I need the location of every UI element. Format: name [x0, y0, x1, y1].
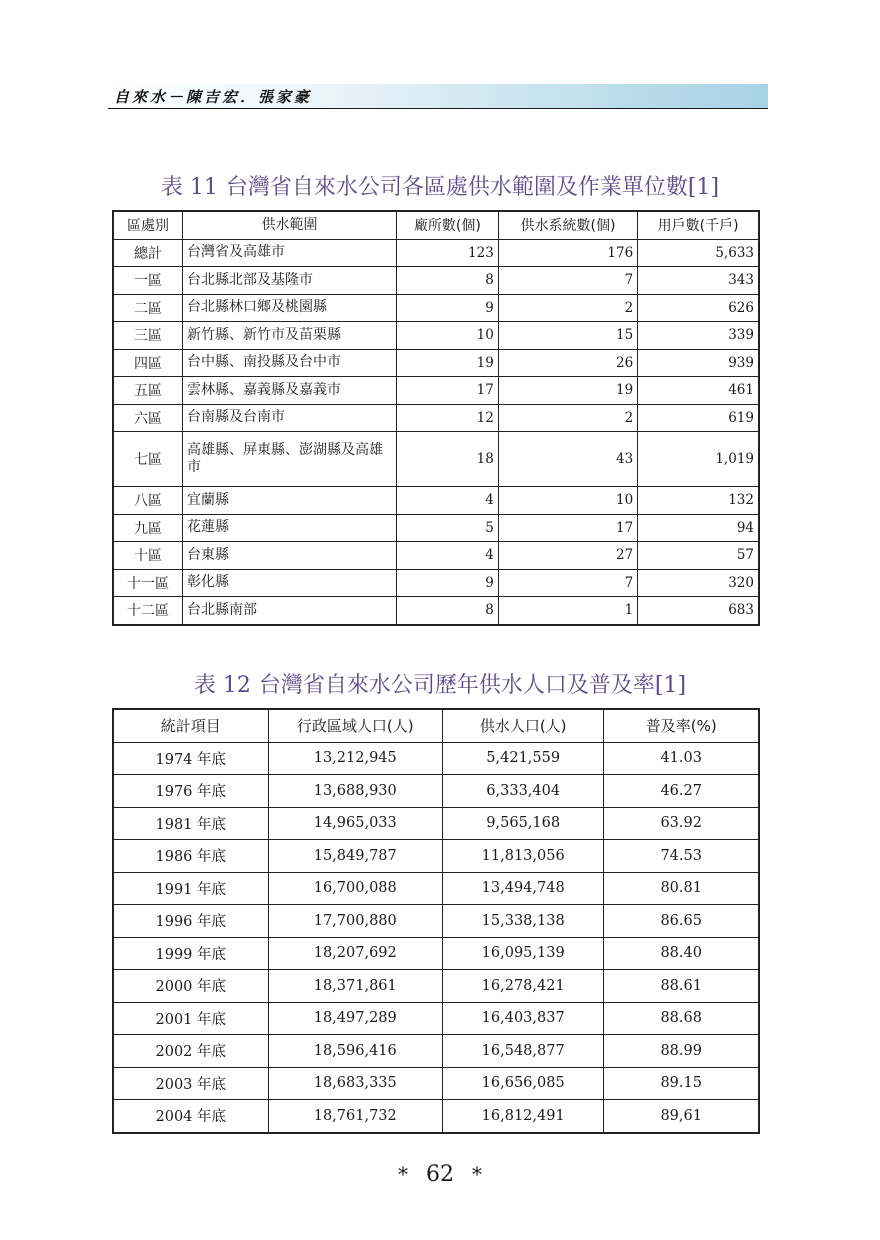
- table11-col-area: 供水範圍: [183, 211, 397, 239]
- table11-row: [113, 267, 759, 295]
- table12-col-admin-pop: 行政區域人口(人): [268, 709, 442, 742]
- table11-area-cell: 台北縣林口鄉及桃園縣: [183, 294, 397, 322]
- table12-coverage-cell: 41.03: [604, 742, 759, 775]
- table12-admin-pop-cell: 15,849,787: [268, 840, 442, 873]
- table12-col-item: 統計項目: [113, 709, 268, 742]
- table11-area-cell: 宜蘭縣: [183, 487, 397, 515]
- table12-admin-pop-cell: 16,700,088: [268, 872, 442, 905]
- table12-admin-pop-cell: 18,596,416: [268, 1035, 442, 1068]
- table12-coverage-cell: 88.61: [604, 970, 759, 1003]
- table11-region-cell: 六區: [113, 404, 183, 432]
- table11-caption: [0, 170, 880, 201]
- table12-row: [113, 905, 759, 938]
- left-ornament: *: [398, 1162, 408, 1186]
- table11-customers-cell: 683: [638, 597, 759, 625]
- table12-admin-pop-cell: 18,371,861: [268, 970, 442, 1003]
- table11-row: [113, 542, 759, 570]
- table12-row: [113, 742, 759, 775]
- table11-area-cell: 新竹縣、新竹市及苗栗縣: [183, 322, 397, 350]
- table12-served-pop-cell: 5,421,559: [442, 742, 604, 775]
- table11-plants-cell: 10: [397, 322, 499, 350]
- table12-row: [113, 1035, 759, 1068]
- table12-item-cell: 2001 年底: [113, 1002, 268, 1035]
- table12-served-pop-cell: 16,403,837: [442, 1002, 604, 1035]
- table11-systems-cell: 17: [498, 514, 637, 542]
- table11-col-region: 區處別: [113, 211, 183, 239]
- table11-row: [113, 514, 759, 542]
- table12-row: [113, 937, 759, 970]
- table11-service-areas: [112, 210, 760, 626]
- table11-plants-cell: 19: [397, 349, 499, 377]
- table12-item-cell: 1981 年底: [113, 807, 268, 840]
- table11-area-cell: 高雄縣、屏東縣、澎湖縣及高雄市: [183, 432, 397, 487]
- table12-coverage-cell: 88.99: [604, 1035, 759, 1068]
- table11-customers-cell: 939: [638, 349, 759, 377]
- table12-item-cell: 2004 年底: [113, 1100, 268, 1133]
- table11-systems-cell: 7: [498, 267, 637, 295]
- table12-item-cell: 1976 年底: [113, 775, 268, 808]
- table12-caption: [0, 668, 880, 699]
- table11-systems-cell: 176: [498, 239, 637, 267]
- table12-coverage-cell: 63.92: [604, 807, 759, 840]
- table11-area-cell: 台東縣: [183, 542, 397, 570]
- table12-row: [113, 807, 759, 840]
- running-title: 自來水－陳吉宏．張家豪: [114, 88, 313, 106]
- table12-served-pop-cell: 15,338,138: [442, 905, 604, 938]
- table12-admin-pop-cell: 13,212,945: [268, 742, 442, 775]
- table11-customers-cell: 343: [638, 267, 759, 295]
- table11-plants-cell: 17: [397, 377, 499, 405]
- table12-coverage-cell: 89,61: [604, 1100, 759, 1133]
- table12-admin-pop-cell: 13,688,930: [268, 775, 442, 808]
- table11-region-cell: 十一區: [113, 569, 183, 597]
- table11-plants-cell: 12: [397, 404, 499, 432]
- table11-customers-cell: 339: [638, 322, 759, 350]
- table11-row: [113, 432, 759, 487]
- page-number: 62: [426, 1162, 454, 1187]
- table12-coverage-cell: 89.15: [604, 1067, 759, 1100]
- table11-region-cell: 三區: [113, 322, 183, 350]
- table11-customers-cell: 320: [638, 569, 759, 597]
- table11-plants-cell: 5: [397, 514, 499, 542]
- table11-systems-cell: 10: [498, 487, 637, 515]
- table12-served-pop-cell: 16,548,877: [442, 1035, 604, 1068]
- table12-row: [113, 1100, 759, 1133]
- table12-body: [113, 742, 759, 1133]
- table11-systems-cell: 26: [498, 349, 637, 377]
- table12-admin-pop-cell: 18,497,289: [268, 1002, 442, 1035]
- table12-admin-pop-cell: 17,700,880: [268, 905, 442, 938]
- table12-admin-pop-cell: 18,207,692: [268, 937, 442, 970]
- table11-row: [113, 322, 759, 350]
- table11-row: [113, 487, 759, 515]
- table12-admin-pop-cell: 18,761,732: [268, 1100, 442, 1133]
- table12-title: 台灣省自來水公司歷年供水人口及普及率[1]: [258, 673, 687, 698]
- table11-region-cell: 總計: [113, 239, 183, 267]
- table11-title: 台灣省自來水公司各區處供水範圍及作業單位數[1]: [225, 175, 720, 200]
- table11-header-row: [113, 211, 759, 239]
- table12-coverage-cell: 46.27: [604, 775, 759, 808]
- table12-row: [113, 1067, 759, 1100]
- table11-body: [113, 239, 759, 625]
- table11-region-cell: 四區: [113, 349, 183, 377]
- table11-plants-cell: 8: [397, 597, 499, 625]
- table11-region-cell: 五區: [113, 377, 183, 405]
- table12-item-cell: 1986 年底: [113, 840, 268, 873]
- table11-systems-cell: 15: [498, 322, 637, 350]
- table11-row: [113, 569, 759, 597]
- table12-label: 表 12: [193, 673, 251, 698]
- table12-served-pop-cell: 6,333,404: [442, 775, 604, 808]
- table12-coverage-cell: 74.53: [604, 840, 759, 873]
- table11-col-systems: 供水系統數(個): [498, 211, 637, 239]
- table11-region-cell: 二區: [113, 294, 183, 322]
- table12-item-cell: 2002 年底: [113, 1035, 268, 1068]
- table12-admin-pop-cell: 18,683,335: [268, 1067, 442, 1100]
- table12-header-row: [113, 709, 759, 742]
- table11-customers-cell: 1,019: [638, 432, 759, 487]
- table11-systems-cell: 2: [498, 294, 637, 322]
- table11-systems-cell: 27: [498, 542, 637, 570]
- table11-plants-cell: 4: [397, 487, 499, 515]
- table11-plants-cell: 123: [397, 239, 499, 267]
- table11-customers-cell: 5,633: [638, 239, 759, 267]
- table12-item-cell: 2003 年底: [113, 1067, 268, 1100]
- table11-label: 表 11: [160, 175, 218, 200]
- table11-area-cell: 台北縣北部及基隆市: [183, 267, 397, 295]
- running-header: [108, 84, 768, 109]
- table11-customers-cell: 461: [638, 377, 759, 405]
- table11-region-cell: 一區: [113, 267, 183, 295]
- table11-systems-cell: 43: [498, 432, 637, 487]
- table11-plants-cell: 9: [397, 569, 499, 597]
- table11-area-cell: 台中縣、南投縣及台中市: [183, 349, 397, 377]
- table12-item-cell: 1974 年底: [113, 742, 268, 775]
- table12-row: [113, 840, 759, 873]
- table12-served-pop-cell: 9,565,168: [442, 807, 604, 840]
- table12-admin-pop-cell: 14,965,033: [268, 807, 442, 840]
- table12-population-coverage: [112, 708, 760, 1134]
- table11-plants-cell: 4: [397, 542, 499, 570]
- table12-served-pop-cell: 11,813,056: [442, 840, 604, 873]
- table11-region-cell: 九區: [113, 514, 183, 542]
- table11-plants-cell: 18: [397, 432, 499, 487]
- table11-row: [113, 349, 759, 377]
- page-footer: [0, 1162, 880, 1187]
- table11-systems-cell: 19: [498, 377, 637, 405]
- table11-area-cell: 台南縣及台南市: [183, 404, 397, 432]
- table11-customers-cell: 94: [638, 514, 759, 542]
- table11-customers-cell: 626: [638, 294, 759, 322]
- table11-area-cell: 台灣省及高雄市: [183, 239, 397, 267]
- table12-served-pop-cell: 16,278,421: [442, 970, 604, 1003]
- table12-coverage-cell: 86.65: [604, 905, 759, 938]
- table11-row: [113, 404, 759, 432]
- table12-served-pop-cell: 16,095,139: [442, 937, 604, 970]
- table11-row: [113, 597, 759, 625]
- table11-col-customers: 用戶數(千戶): [638, 211, 759, 239]
- table11-plants-cell: 8: [397, 267, 499, 295]
- table11-customers-cell: 132: [638, 487, 759, 515]
- table11-col-plants: 廠所數(個): [397, 211, 499, 239]
- table12-coverage-cell: 88.40: [604, 937, 759, 970]
- table12-row: [113, 1002, 759, 1035]
- table12-row: [113, 775, 759, 808]
- table11-customers-cell: 57: [638, 542, 759, 570]
- table11-area-cell: 花蓮縣: [183, 514, 397, 542]
- table11-region-cell: 七區: [113, 432, 183, 487]
- table11-row: [113, 377, 759, 405]
- table12-col-served-pop: 供水人口(人): [442, 709, 604, 742]
- table11-systems-cell: 2: [498, 404, 637, 432]
- table12-item-cell: 1996 年底: [113, 905, 268, 938]
- table11-row: [113, 294, 759, 322]
- table11-row: [113, 239, 759, 267]
- table12-col-coverage: 普及率(%): [604, 709, 759, 742]
- table12-item-cell: 2000 年底: [113, 970, 268, 1003]
- table11-area-cell: 雲林縣、嘉義縣及嘉義市: [183, 377, 397, 405]
- table12-served-pop-cell: 16,812,491: [442, 1100, 604, 1133]
- table12-served-pop-cell: 16,656,085: [442, 1067, 604, 1100]
- table11-systems-cell: 7: [498, 569, 637, 597]
- table11-area-cell: 彰化縣: [183, 569, 397, 597]
- table11-systems-cell: 1: [498, 597, 637, 625]
- table12-item-cell: 1991 年底: [113, 872, 268, 905]
- table12-row: [113, 872, 759, 905]
- table12-coverage-cell: 80.81: [604, 872, 759, 905]
- table11-region-cell: 八區: [113, 487, 183, 515]
- table11-region-cell: 十二區: [113, 597, 183, 625]
- right-ornament: *: [472, 1162, 482, 1186]
- table11-customers-cell: 619: [638, 404, 759, 432]
- table11-region-cell: 十區: [113, 542, 183, 570]
- table11-plants-cell: 9: [397, 294, 499, 322]
- table12-item-cell: 1999 年底: [113, 937, 268, 970]
- table12-served-pop-cell: 13,494,748: [442, 872, 604, 905]
- table12-coverage-cell: 88.68: [604, 1002, 759, 1035]
- table11-area-cell: 台北縣南部: [183, 597, 397, 625]
- table12-row: [113, 970, 759, 1003]
